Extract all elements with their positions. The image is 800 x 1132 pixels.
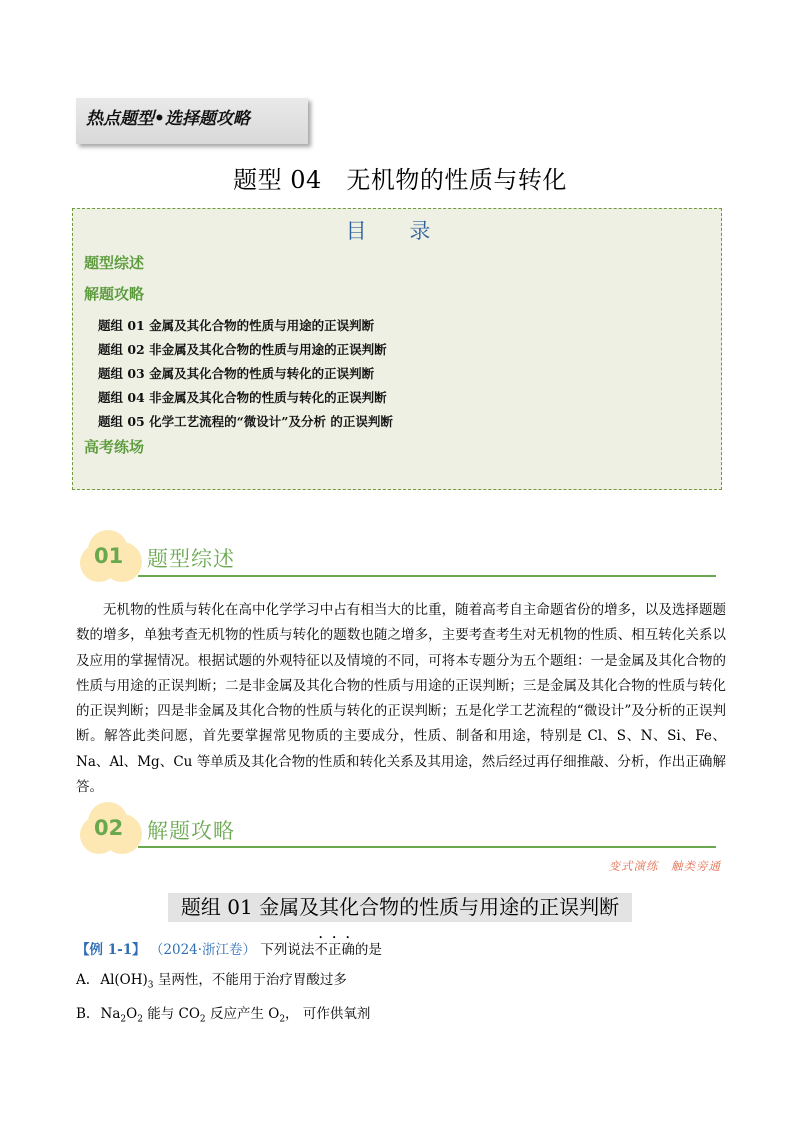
group-title: 题组 01 金属及其化合物的性质与用途的正误判断 [168, 893, 632, 922]
option-letter: B. [76, 1006, 91, 1022]
section-number: 01 [94, 544, 124, 568]
toc-section-practice[interactable]: 高考练场 [84, 438, 145, 456]
overview-paragraph [76, 598, 726, 800]
section-divider [138, 575, 716, 577]
toc-section-strategy[interactable]: 解题攻略 [84, 285, 145, 303]
toc-item[interactable]: 题组 05 化学工艺流程的“微设计”及分析 的正误判断 [98, 414, 393, 429]
option-a [76, 968, 347, 991]
option-formula: Al(OH) [100, 972, 148, 988]
section-number: 02 [94, 816, 124, 840]
example-stem: 下列说法 [260, 942, 315, 958]
page-title: 题型 04 无机物的性质与转化 [233, 166, 567, 194]
header-tag-text: 热点题型•选择题攻略 [86, 109, 250, 129]
option-text: 呈两性，不能用于治疗胃酸过多 [153, 972, 347, 988]
example-tag: 【例 1-1】 [76, 942, 146, 958]
example-emphasis: 不正确 [314, 942, 355, 958]
section-divider [138, 846, 716, 848]
example-question [76, 934, 382, 958]
section-title: 题型综述 [147, 547, 235, 571]
option-formula-sub: 3 [147, 980, 154, 991]
toc-item[interactable]: 题组 03 金属及其化合物的性质与转化的正误判断 [98, 366, 375, 381]
option-b [76, 1002, 370, 1025]
example-stem-end: 的是 [354, 942, 382, 958]
header-tag [76, 98, 308, 144]
toc-section-overview[interactable]: 题型综述 [84, 254, 145, 272]
section-badge [80, 802, 142, 854]
toc-title: 目 录 [345, 219, 449, 243]
toc-item[interactable]: 题组 02 非金属及其化合物的性质与用途的正误判断 [98, 342, 387, 357]
option-text: 可作供氧剂 [298, 1006, 371, 1022]
section-title: 解题攻略 [147, 819, 235, 843]
example-source: （2024·浙江卷） [149, 942, 257, 958]
overview-text: 无机物的性质与转化在高中化学学习中占有相当大的比重，随着高考自主命题省份的增多，以及选择题题数的增多，单独考查无机物的性质与转化的题数也随之增多，主要考查考生对无机物的性质、相互转化关系以及应用的掌握情况。根据试题的外观特征以及情境的不同，可将本专题分为五个题组：一是金属及其化合物的性质与用途的正误判断；二是非金属及其化合物的性质与用途的正误判断；三是金属及其化合物的性质与转化的正误判断；四是非金属及其化合物的性质与转化的正误判断；五是化学工艺流程的“微设计”及分析的正误判断。解答此类问愿，首先要掌握常见物质的主要成分，性质、制备和用途，特别是 Cl、S、N、Si、Fe、Na、Al、Mg、Cu 等单质及其化合物的性质和转化关系及其用途，然后经过再仔细推敲、分析，作出正确解答。 [76, 602, 726, 796]
table-of-contents [72, 208, 722, 490]
toc-item[interactable]: 题组 01 金属及其化合物的性质与用途的正误判断 [98, 318, 375, 333]
option-formula: $Na_2O_2$ 能与 $CO_2$ 反应产生 $O_2$， [100, 1006, 299, 1025]
slogan: 变式演练 触类旁通 [608, 859, 721, 873]
toc-item[interactable]: 题组 04 非金属及其化合物的性质与转化的正误判断 [98, 390, 387, 405]
section-badge [80, 530, 142, 582]
option-letter: A. [76, 972, 91, 988]
